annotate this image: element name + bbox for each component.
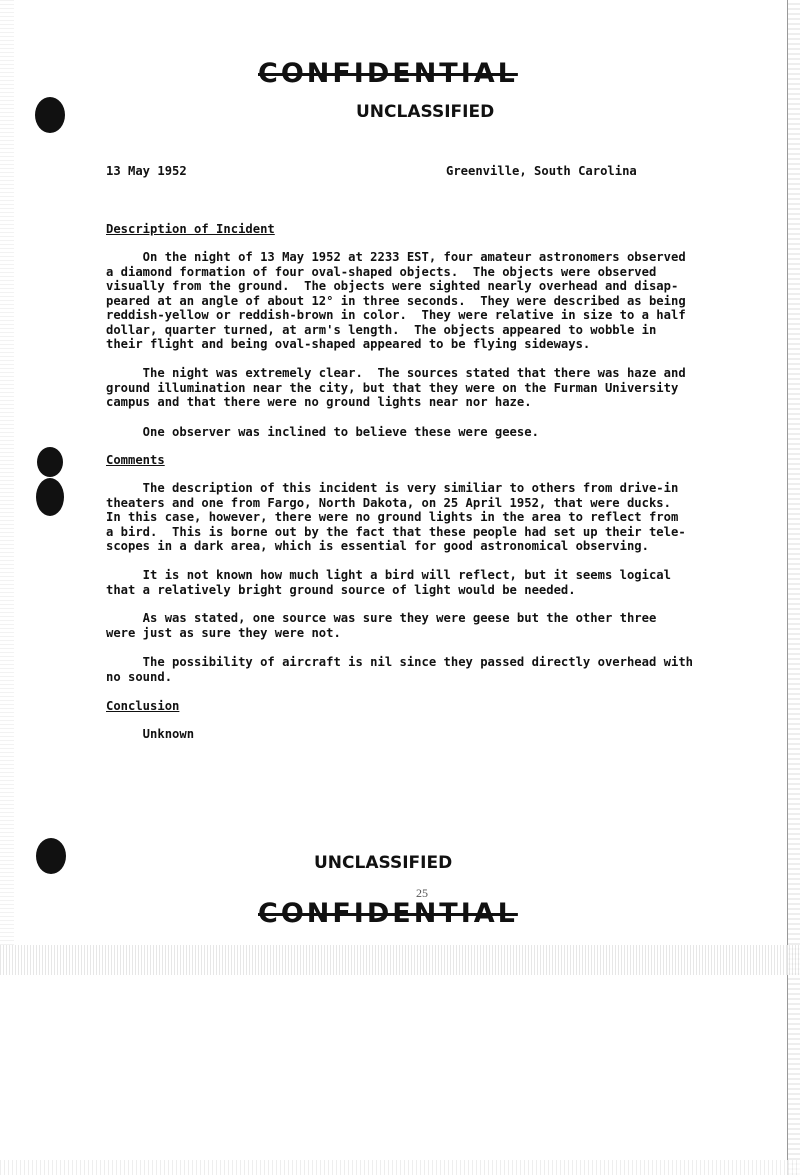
document-date: 13 May 1952 (106, 164, 187, 178)
text-line: a bird. This is borne out by the fact that these people had set up their tele- (106, 524, 686, 539)
text-line: campus and that there were no ground lights near nor haze. (106, 395, 532, 409)
text-line: The night was extremely clear. The sources stated that there was haze and (106, 366, 686, 380)
document-location: Greenville, South Carolina (446, 164, 637, 178)
comments-paragraph-2 (106, 568, 671, 597)
scan-edge-bottom (0, 945, 800, 975)
section-heading-comments: Comments (106, 453, 165, 467)
conclusion-text: Unknown (106, 727, 195, 741)
section-heading-conclusion: Conclusion (106, 699, 180, 713)
classification-stamp-top-struck: CONFIDENTIAL (258, 58, 518, 89)
text-line: were just as sure they were not. (106, 625, 341, 640)
text-line: The description of this incident is very similiar to others from drive-in (106, 481, 679, 495)
text-line: peared at an angle of about 12° in three seconds. They were described as being (106, 293, 686, 308)
scan-edge-right (787, 0, 800, 1175)
description-paragraph-1 (106, 250, 686, 352)
text-line: ground illumination near the city, but that they were on the Furman University (106, 380, 679, 395)
classification-stamp-bottom: UNCLASSIFIED (314, 853, 453, 873)
punch-hole (36, 838, 66, 874)
text-line: a diamond formation of four oval-shaped objects. The objects were observed (106, 264, 657, 279)
text-line: no sound. (106, 669, 173, 684)
text-line: On the night of 13 May 1952 at 2233 EST, four amateur astronomers observed (106, 250, 686, 264)
comments-paragraph-3 (106, 611, 656, 640)
description-paragraph-2 (106, 366, 686, 410)
classification-stamp-top: UNCLASSIFIED (356, 102, 495, 122)
classification-stamp-bottom-struck: CONFIDENTIAL (258, 898, 518, 929)
text-line: theaters and one from Fargo, North Dakota, on 25 April 1952, that were ducks. (106, 495, 671, 510)
punch-hole (35, 97, 65, 133)
page-number: 25 (416, 886, 428, 900)
punch-hole (37, 447, 63, 477)
text-line: reddish-yellow or reddish-brown in color. They were relative in size to a half (106, 308, 686, 322)
description-paragraph-3: One observer was inclined to believe these were geese. (106, 425, 539, 439)
comments-paragraph-1 (106, 481, 686, 554)
text-line: scopes in a dark area, which is essential for good astronomical observing. (106, 539, 649, 553)
text-line: dollar, quarter turned, at arm's length. The objects appeared to wobble in (106, 322, 657, 337)
text-line: their flight and being oval-shaped appeared to be flying sideways. (106, 337, 591, 351)
comments-paragraph-4 (106, 655, 693, 684)
text-line: In this case, however, there were no ground lights in the area to reflect from (106, 510, 679, 524)
scan-edge-bottom-lower (0, 1160, 800, 1175)
punch-hole (36, 478, 64, 516)
text-line: that a relatively bright ground source of light would be needed. (106, 582, 576, 597)
text-line: The possibility of aircraft is nil since they passed directly overhead with (106, 655, 693, 669)
section-heading-description: Description of Incident (106, 222, 275, 236)
text-line: It is not known how much light a bird will reflect, but it seems logical (106, 568, 671, 582)
text-line: As was stated, one source was sure they were geese but the other three (106, 611, 657, 625)
text-line: visually from the ground. The objects were sighted nearly overhead and disap- (106, 279, 679, 293)
scan-edge-left (0, 0, 14, 945)
